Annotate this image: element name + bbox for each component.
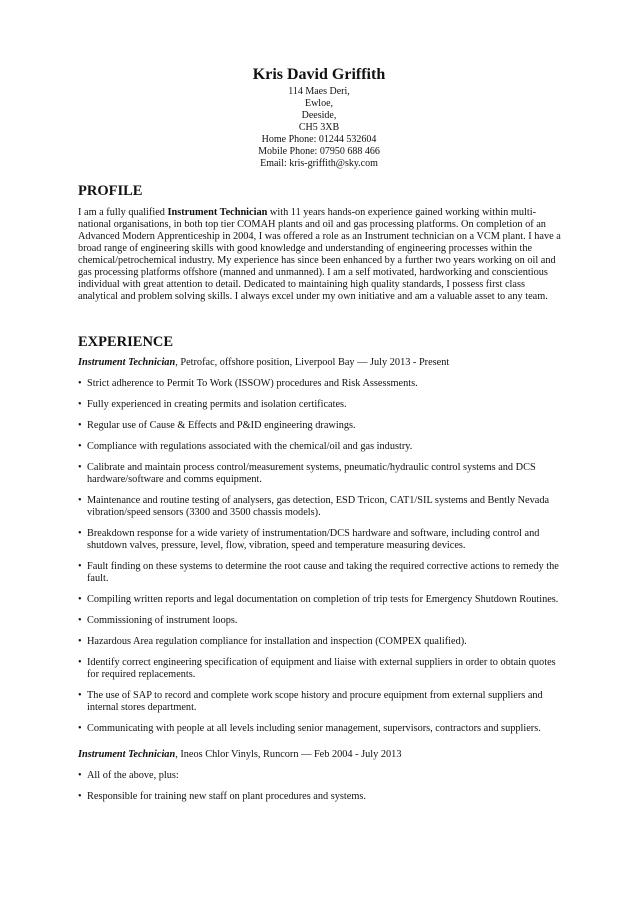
duty-item: [78, 723, 564, 735]
job-details: , Petrofac, offshore position, Liverpool Bay — July 2013 - Present: [175, 357, 450, 368]
duty-text: Identify correct engineering specification of equipment and liaise with external suppliers in order to obtain quotes for required replacements.: [87, 657, 556, 680]
profile-text-intro: I am a fully qualified: [78, 207, 168, 218]
duty-item: [78, 495, 564, 519]
duty-item: [78, 399, 564, 411]
candidate-name: Kris David Griffith: [252, 66, 386, 83]
duty-text: Regular use of Cause & Effects and P&ID engineering drawings.: [87, 420, 356, 431]
bullet-icon: •: [78, 690, 82, 701]
job-title: [78, 749, 564, 761]
duty-list: [78, 378, 564, 735]
duty-item: [78, 657, 564, 681]
address-line: CH5 3XB: [298, 122, 340, 133]
duty-text: Communicating with people at all levels including senior management, supervisors, contractors and suppliers.: [87, 723, 541, 734]
duty-text: Fully experienced in creating permits and isolation certificates.: [87, 399, 347, 410]
mobile-phone: Mobile Phone: 07950 688 466: [258, 146, 380, 157]
profile-heading: PROFILE: [78, 183, 143, 199]
profile-section: [78, 183, 564, 303]
job-role: Instrument Technician: [78, 357, 176, 368]
job-entry: [78, 357, 564, 735]
bullet-icon: •: [78, 420, 82, 431]
bullet-icon: •: [78, 441, 82, 452]
duty-text: Hazardous Area regulation compliance for installation and inspection (COMPEX qualified).: [87, 636, 467, 647]
duty-text: The use of SAP to record and complete work scope history and procure equipment from external suppliers and internal stores department.: [87, 690, 543, 713]
bullet-icon: •: [78, 770, 82, 781]
bullet-icon: •: [78, 462, 82, 473]
job-entry: [78, 749, 564, 803]
address-line: Deeside,: [301, 110, 337, 121]
job-title: [78, 357, 564, 369]
duty-item: [78, 594, 564, 606]
duty-text: Breakdown response for a wide variety of instrumentation/DCS hardware and software, including control and shutdown valves, pressure, level, flow, vibration, speed and temperature measuring devices.: [87, 528, 540, 551]
duty-text: Fault finding on these systems to determine the root cause and taking the required corrective actions to remedy the fault.: [87, 561, 559, 584]
job-role: Instrument Technician: [78, 749, 176, 760]
duty-text: Commissioning of instrument loops.: [87, 615, 238, 626]
duty-item: [78, 791, 564, 803]
bullet-icon: •: [78, 723, 82, 734]
resume-header: [0, 66, 638, 170]
job-list: [78, 357, 564, 803]
profile-text: [78, 207, 564, 303]
duty-item: [78, 561, 564, 585]
address-line: Ewloe,: [304, 98, 334, 109]
duty-text: Compliance with regulations associated with the chemical/oil and gas industry.: [87, 441, 413, 452]
duty-text: Maintenance and routine testing of analysers, gas detection, ESD Tricon, CAT1/SIL systems and Bently Nevada vibration/speed sensors (3300 and 3500 chassis models).: [87, 495, 550, 518]
duty-item: [78, 528, 564, 552]
bullet-icon: •: [78, 399, 82, 410]
bullet-icon: •: [78, 378, 82, 389]
bullet-icon: •: [78, 657, 82, 668]
duty-text: Strict adherence to Permit To Work (ISSOW) procedures and Risk Assessments.: [87, 378, 418, 389]
duty-text: Responsible for training new staff on plant procedures and systems.: [87, 791, 366, 802]
profile-text-body: with 11 years hands-on experience gained working within multi-national organisations, in both top tier COMAH plants and oil and gas processing platforms. On completion of an Advanced Modern Apprenticeship in 2004, I was offered a role as an Instrument technician on a VCM plant. I have a broad range of engineering skills with good knowledge and understanding of engineering processes within the chemical/petrochemical industry. My experience has since been enhanced by a further two years working on oil and gas processing platforms offshore (manned and unmanned). I am a self motivated, hardworking and conscientious individual with great attention to detail. Dedicated to maintaining high quality standards, I possess first class analytical and problem solving skills. I always excel under my own initiative and am a valuable asset to any team.: [78, 207, 561, 302]
email: Email: kris-griffith@sky.com: [260, 158, 378, 169]
duty-item: [78, 636, 564, 648]
bullet-icon: •: [78, 791, 82, 802]
job-details: , Ineos Chlor Vinyls, Runcorn — Feb 2004 - July 2013: [175, 749, 402, 760]
duty-list: [78, 770, 564, 803]
duty-text: Compiling written reports and legal documentation on completion of trip tests for Emergency Shutdown Routines.: [87, 594, 559, 605]
experience-section: [78, 334, 564, 812]
profile-text-role: Instrument Technician: [167, 207, 268, 218]
duty-item: [78, 378, 564, 390]
duty-item: [78, 615, 564, 627]
duty-item: [78, 770, 564, 782]
bullet-icon: •: [78, 636, 82, 647]
bullet-icon: •: [78, 528, 82, 539]
bullet-icon: •: [78, 495, 82, 506]
experience-heading: EXPERIENCE: [78, 334, 174, 350]
duty-item: [78, 441, 564, 453]
duty-item: [78, 690, 564, 714]
address-line: 114 Maes Deri,: [288, 86, 350, 97]
duty-text: All of the above, plus:: [87, 770, 179, 781]
home-phone: Home Phone: 01244 532604: [261, 134, 377, 145]
bullet-icon: •: [78, 561, 82, 572]
duty-item: [78, 462, 564, 486]
bullet-icon: •: [78, 594, 82, 605]
duty-text: Calibrate and maintain process control/measurement systems, pneumatic/hydraulic control systems and DCS hardware/software and comms equipment.: [87, 462, 536, 485]
duty-item: [78, 420, 564, 432]
bullet-icon: •: [78, 615, 82, 626]
